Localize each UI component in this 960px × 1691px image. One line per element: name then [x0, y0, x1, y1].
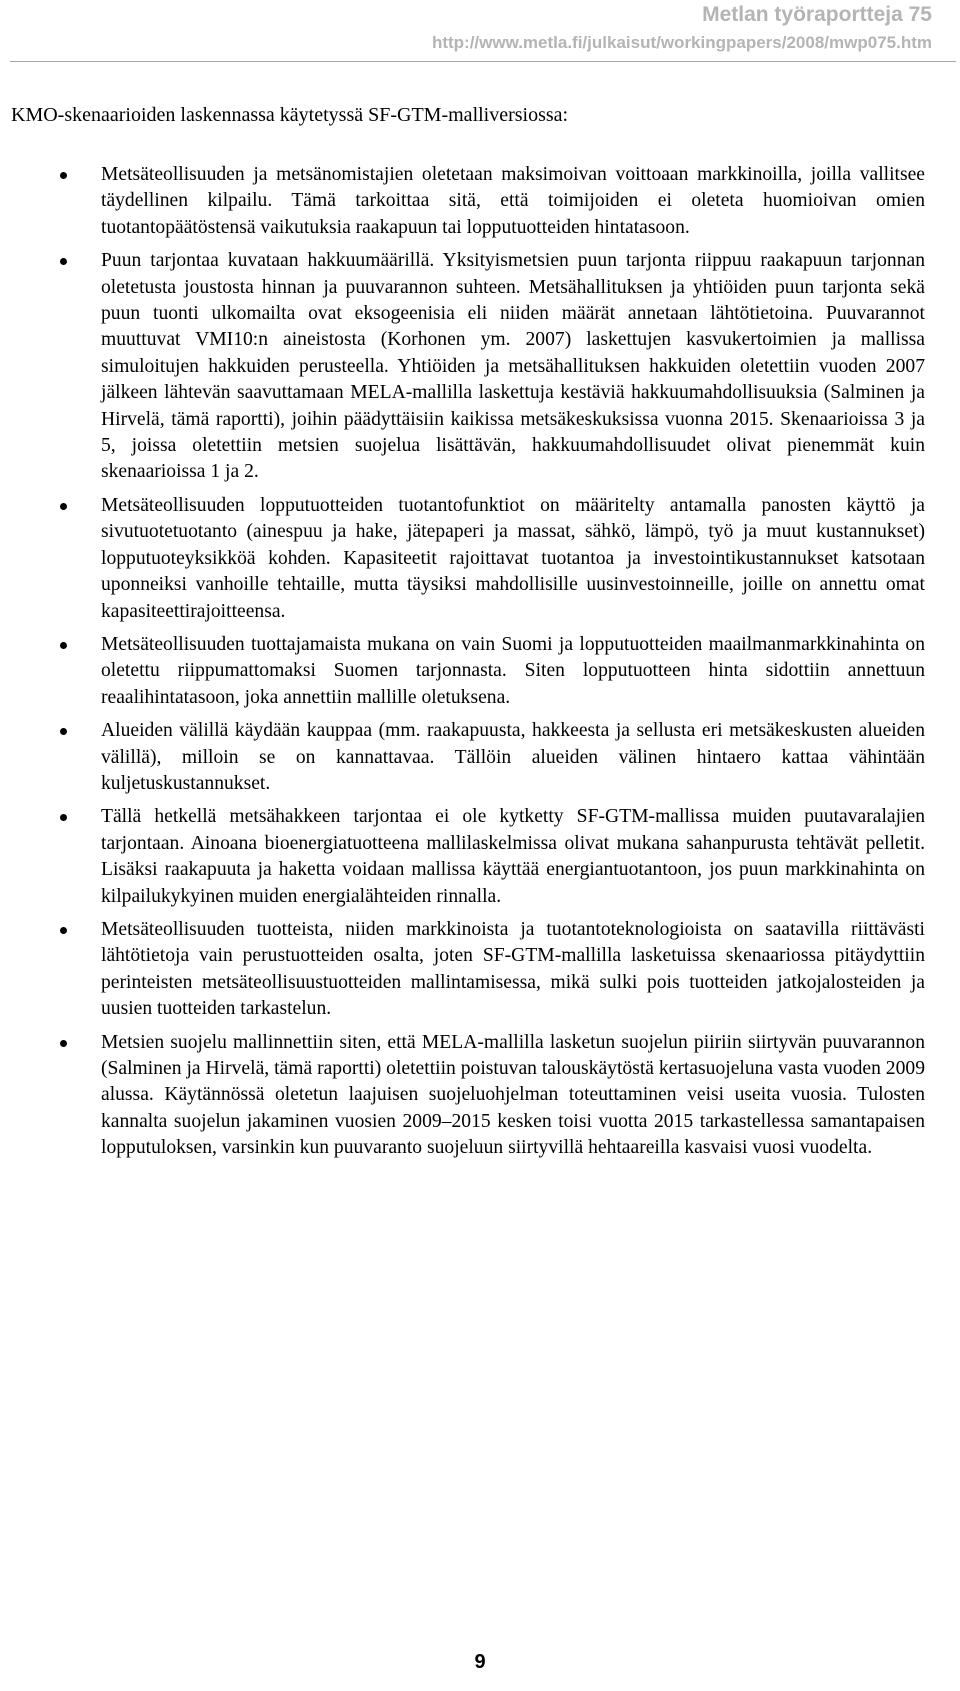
- bullet-icon: [60, 728, 67, 735]
- list-item: [0, 632, 925, 711]
- bullet-icon: [60, 642, 67, 649]
- page-header: [432, 0, 932, 56]
- bullet-icon: [60, 503, 67, 510]
- list-item-text: Tällä hetkellä metsähakkeen tarjontaa ei ole kytketty SF-GTM-mallissa muiden puutavaralajien tarjontaan. Ainoana bioenergiatuotteena mallilaskelmissa olivat mukana sahanpurusta tehtävät pelletit. Lisäksi raakapuuta ja haketta voidaan mallissa käyttää energiantuotantoon, jos puun markkinahinta on kilpailukykyinen muiden energialähteiden rinnalla.: [101, 806, 925, 907]
- list-item: [0, 917, 925, 1023]
- bullet-icon: [60, 172, 67, 179]
- list-item-text: Metsäteollisuuden tuottajamaista mukana on vain Suomi ja lopputuotteiden maailmanmarkkinahinta on oletettu riippumattomaksi Suomen tarjonnasta. Siten lopputuotteen hinta sidottiin annettuun reaalihintatasoon, joka annettiin mallille oletuksena.: [101, 633, 925, 708]
- list-item: [0, 248, 925, 486]
- list-item: [0, 493, 925, 625]
- list-item: [0, 162, 925, 241]
- header-divider: [10, 61, 956, 62]
- list-item-text: Metsäteollisuuden ja metsänomistajien oletetaan maksimoivan voittoaan markkinoilla, joilla vallitsee täydellinen kilpailu. Tämä tarkoittaa sitä, että toimijoiden ei oleteta huomioivan omien tuotantopäätöstensä vaikutuksia raakapuun tai lopputuotteiden hintatasoon.: [101, 164, 925, 238]
- list-item-text: Metsien suojelu mallinnettiin siten, että MELA-mallilla lasketun suojelun piiriin siirtyvän puuvarannon (Salminen ja Hirvelä, tämä raportti) oletettiin poistuvan talouskäytöstä kertasuojeluna vasta vuoden 2009 alussa. Käytännössä oletetun laajuisen suojeluohjelman toteuttaminen veisi useita vuosia. Tulosten kannalta suojelun jakaminen vuosien 2009–2015 kesken toisi vuotta 2015 tarkastellessa samantapaisen lopputuloksen, varsinkin kun puuvaranto suojeluun siirtyvillä hehtaareilla kasvaisi vuosi vuodelta.: [101, 1031, 925, 1159]
- list-item: [0, 804, 925, 910]
- page-number: 9: [474, 1651, 486, 1673]
- bullet-icon: [60, 814, 67, 821]
- list-item-text: Puun tarjontaa kuvataan hakkuumäärillä. Yksityismetsien puun tarjonta riippuu raakapuun tarjonnan oletetusta joustosta hinnan ja puuvarannon suhteen. Metsähallituksen ja yhtiöiden puun tarjonta sekä puun tuonti ulkomailta ovat eksogeenisia eli niiden määrät annetaan lähtötietoina. Puuvarannot muuttuvat VMI10:n aineistosta (Korhonen ym. 2007) laskettujen kasvukertoimien ja mallissa simuloitujen hakkuiden perusteella. Yhtiöiden ja metsähallituksen hakkuiden oletettiin vuoden 2007 jälkeen lähtevän saavuttamaan MELA-mallilla laskettuja kestäviä hakkuumahdollisuuksia (Salminen ja Hirvelä, tämä raportti), joihin päädyttäisiin kaikissa metsäkeskuksissa vuonna 2015. Skenaarioissa 3 ja 5, joissa oletettiin metsien suojelua lisättävän, hakkuumahdollisuudet olivat pienemmät kuin skenaarioissa 1 ja 2.: [101, 250, 925, 483]
- list-item: [0, 1030, 925, 1162]
- intro-paragraph: KMO-skenaarioiden laskennassa käytetyssä SF-GTM-malliversiossa:: [11, 104, 569, 126]
- series-title: Metlan työraportteja 75: [702, 3, 932, 26]
- publication-url[interactable]: http://www.metla.fi/julkaisut/workingpapers/2008/mwp075.htm: [431, 33, 932, 52]
- list-item-text: Metsäteollisuuden lopputuotteiden tuotantofunktiot on määritelty antamalla panosten käyttö ja sivutuotetuotanto (ainespuu ja hake, jätepaperi ja massat, sähkö, lämpö, työ ja muut kustannukset) lopputuoteyksikköä kohden. Kapasiteetit rajoittavat tuotantoa ja investointikustannukset katsotaan uponneiksi vanhoille tehtaille, mutta täysiksi mahdollisille uusinvestoinneille, joille on annettu omat kapasiteettirajoitteensa.: [101, 494, 925, 622]
- bullet-icon: [60, 1040, 67, 1047]
- bullet-list: [0, 162, 960, 1169]
- list-item: [0, 718, 925, 797]
- list-item-text: Alueiden välillä käydään kauppaa (mm. raakapuusta, hakkeesta ja sellusta eri metsäkeskusten alueiden välillä), milloin se on kannattavaa. Tällöin alueiden välinen hintaero kattaa vähintään kuljetuskustannukset.: [101, 720, 925, 794]
- list-item-text: Metsäteollisuuden tuotteista, niiden markkinoista ja tuotantoteknologioista on saatavilla riittävästi lähtötietoja vain perustuotteiden osalta, joten SF-GTM-mallilla lasketuissa skenaariossa pitäydyttiin perinteisten metsäteollisuustuotteiden mallintamisessa, mikä sulki pois tuotteiden jatkojalosteiden ja uusien tuotteiden tarkastelun.: [101, 918, 925, 1020]
- bullet-icon: [60, 258, 67, 265]
- bullet-icon: [60, 927, 67, 934]
